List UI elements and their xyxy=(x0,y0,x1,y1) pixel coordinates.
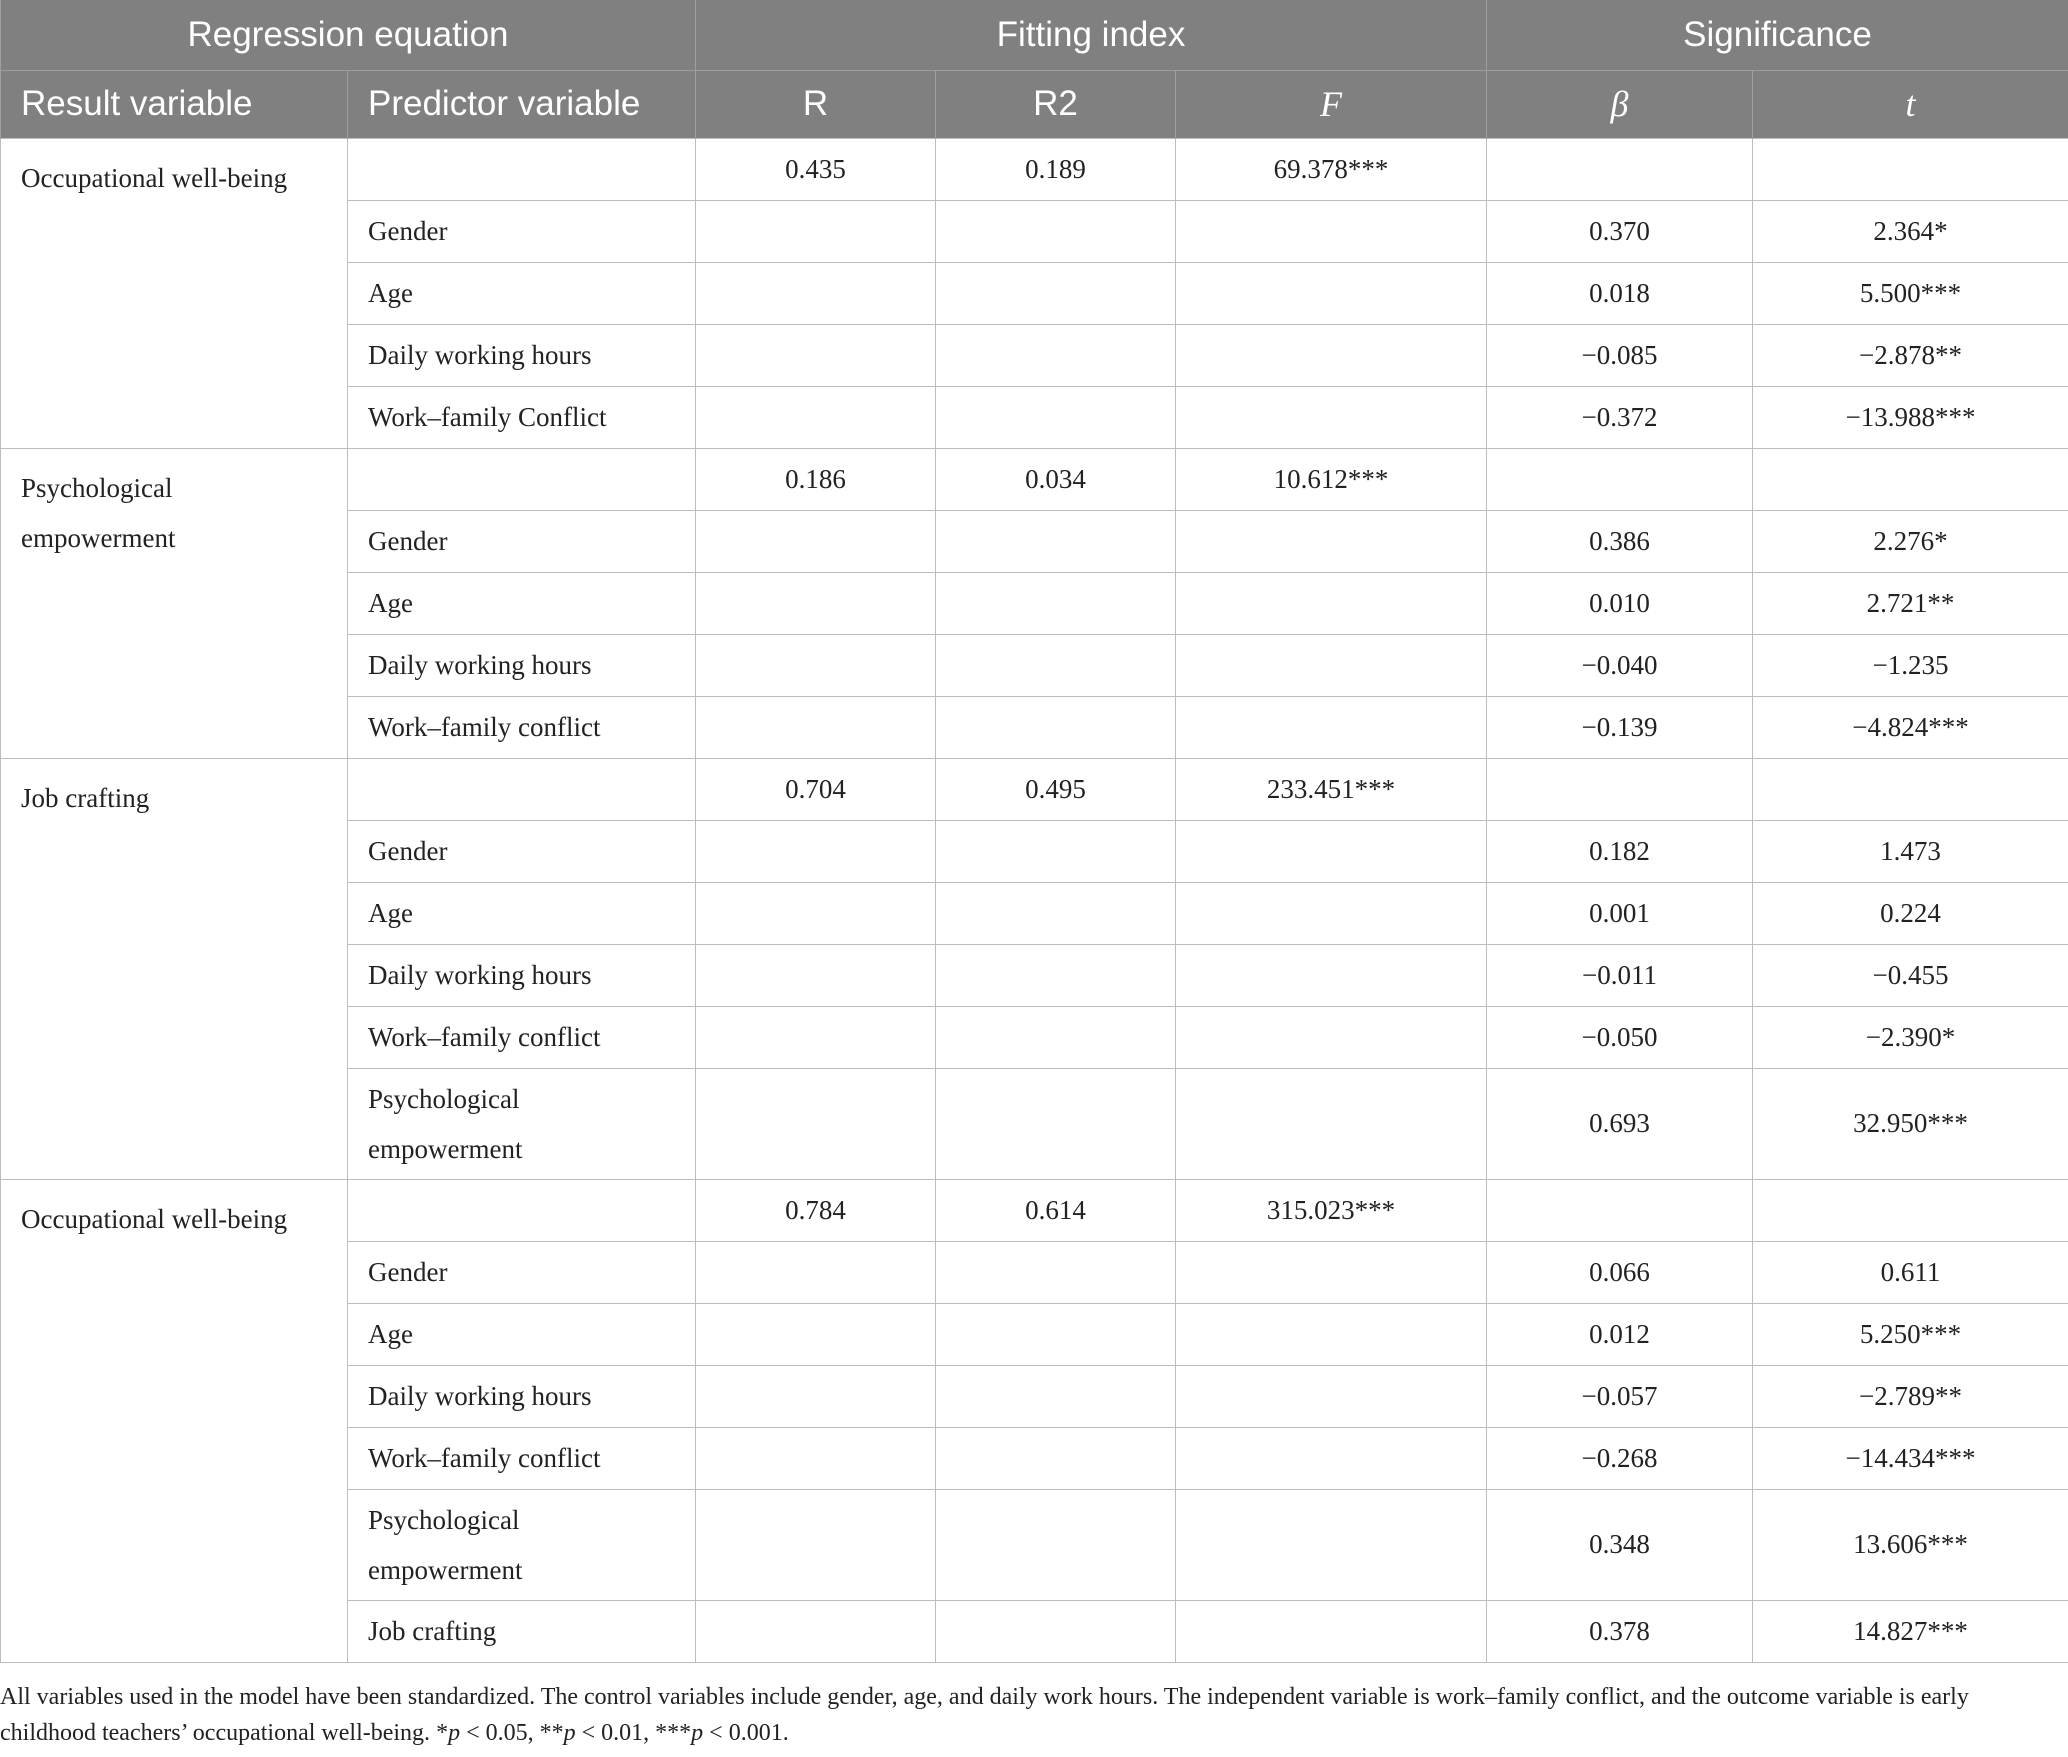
r2-cell xyxy=(936,634,1176,696)
header-r: R xyxy=(696,70,936,138)
p-symbol: p xyxy=(448,1719,461,1746)
predictor-cell: Gender xyxy=(348,510,696,572)
f-cell xyxy=(1176,572,1487,634)
predictor-cell: Work–family conflict xyxy=(348,1427,696,1489)
t-cell: 0.224 xyxy=(1753,882,2068,944)
predictor-cell xyxy=(348,1179,696,1241)
r-cell xyxy=(696,510,936,572)
t-cell: −14.434*** xyxy=(1753,1427,2068,1489)
r-cell xyxy=(696,1068,936,1179)
r-cell xyxy=(696,882,936,944)
f-cell xyxy=(1176,1365,1487,1427)
f-cell xyxy=(1176,1068,1487,1179)
t-cell: 32.950*** xyxy=(1753,1068,2068,1179)
predictor-cell: Age xyxy=(348,1303,696,1365)
r-cell: 0.435 xyxy=(696,138,936,200)
r-cell xyxy=(696,572,936,634)
header-t-label: t xyxy=(1905,84,1916,124)
predictor-cell: Daily working hours xyxy=(348,944,696,1006)
sig-threshold-2: < 0.01, xyxy=(575,1719,656,1746)
beta-cell: 0.010 xyxy=(1487,572,1753,634)
f-cell xyxy=(1176,200,1487,262)
header-group-row xyxy=(1,0,2068,70)
r2-cell xyxy=(936,820,1176,882)
r-cell xyxy=(696,1241,936,1303)
t-cell xyxy=(1753,758,2068,820)
t-cell: −2.789** xyxy=(1753,1365,2068,1427)
sig-star-2: ** xyxy=(539,1719,564,1746)
t-cell: 14.827*** xyxy=(1753,1600,2068,1662)
r2-cell: 0.189 xyxy=(936,138,1176,200)
result-variable-cell: Occupational well-being xyxy=(1,138,348,448)
r2-cell xyxy=(936,1427,1176,1489)
r-cell xyxy=(696,324,936,386)
beta-cell: 0.386 xyxy=(1487,510,1753,572)
beta-cell: −0.050 xyxy=(1487,1006,1753,1068)
t-cell xyxy=(1753,448,2068,510)
t-cell: −1.235 xyxy=(1753,634,2068,696)
r2-cell xyxy=(936,572,1176,634)
t-cell: 2.364* xyxy=(1753,200,2068,262)
beta-cell: 0.001 xyxy=(1487,882,1753,944)
r2-cell xyxy=(936,1303,1176,1365)
table-footnote xyxy=(0,1663,2068,1751)
r2-cell xyxy=(936,882,1176,944)
r-cell xyxy=(696,1600,936,1662)
result-variable-cell: Psychological empowerment xyxy=(1,448,348,758)
header-t xyxy=(1753,70,2068,138)
p-symbol: p xyxy=(691,1719,704,1746)
f-cell xyxy=(1176,634,1487,696)
t-cell: 5.250*** xyxy=(1753,1303,2068,1365)
predictor-cell: Gender xyxy=(348,820,696,882)
f-cell xyxy=(1176,1489,1487,1600)
f-cell xyxy=(1176,944,1487,1006)
predictor-cell: Age xyxy=(348,882,696,944)
r2-cell xyxy=(936,944,1176,1006)
f-cell xyxy=(1176,882,1487,944)
beta-cell xyxy=(1487,758,1753,820)
r2-cell xyxy=(936,1489,1176,1600)
predictor-cell: Daily working hours xyxy=(348,1365,696,1427)
r-cell xyxy=(696,1365,936,1427)
predictor-cell: Work–family Conflict xyxy=(348,386,696,448)
r2-cell: 0.614 xyxy=(936,1179,1176,1241)
beta-cell: −0.057 xyxy=(1487,1365,1753,1427)
f-cell xyxy=(1176,262,1487,324)
beta-cell: 0.018 xyxy=(1487,262,1753,324)
header-r2: R2 xyxy=(936,70,1176,138)
footnote-text: All variables used in the model have been standardized. The control variables include gender, age, and daily work hours. The independent variable is work–family conflict, and the outcome variable is early childhood teachers’ occupational well-being. xyxy=(0,1683,1969,1746)
r2-cell: 0.495 xyxy=(936,758,1176,820)
t-cell: −4.824*** xyxy=(1753,696,2068,758)
r-cell xyxy=(696,262,936,324)
sig-threshold-1: < 0.05, xyxy=(460,1719,540,1746)
predictor-cell: Age xyxy=(348,262,696,324)
r2-cell: 0.034 xyxy=(936,448,1176,510)
beta-cell: −0.011 xyxy=(1487,944,1753,1006)
t-cell xyxy=(1753,138,2068,200)
header-column-row xyxy=(1,70,2068,138)
beta-cell: 0.012 xyxy=(1487,1303,1753,1365)
f-cell xyxy=(1176,696,1487,758)
f-cell xyxy=(1176,820,1487,882)
beta-cell: −0.268 xyxy=(1487,1427,1753,1489)
r-cell xyxy=(696,1006,936,1068)
beta-cell xyxy=(1487,138,1753,200)
r2-cell xyxy=(936,324,1176,386)
header-fitting-index: Fitting index xyxy=(696,0,1487,70)
r2-cell xyxy=(936,262,1176,324)
t-cell: −2.390* xyxy=(1753,1006,2068,1068)
table-row xyxy=(1,138,2068,200)
predictor-cell: Gender xyxy=(348,200,696,262)
f-cell xyxy=(1176,1241,1487,1303)
r2-cell xyxy=(936,1600,1176,1662)
r-cell xyxy=(696,820,936,882)
sig-star-3: *** xyxy=(655,1719,692,1746)
t-cell xyxy=(1753,1179,2068,1241)
r-cell xyxy=(696,386,936,448)
t-cell: 2.276* xyxy=(1753,510,2068,572)
table-row xyxy=(1,448,2068,510)
r2-cell xyxy=(936,696,1176,758)
r-cell xyxy=(696,696,936,758)
predictor-cell: Psychological empowerment xyxy=(348,1489,696,1600)
t-cell: 5.500*** xyxy=(1753,262,2068,324)
beta-cell: 0.182 xyxy=(1487,820,1753,882)
r-cell xyxy=(696,634,936,696)
f-cell: 10.612*** xyxy=(1176,448,1487,510)
t-cell: 0.611 xyxy=(1753,1241,2068,1303)
table-row xyxy=(1,1179,2068,1241)
predictor-cell: Work–family conflict xyxy=(348,1006,696,1068)
sig-threshold-3: < 0.001. xyxy=(703,1719,789,1746)
beta-cell: 0.370 xyxy=(1487,200,1753,262)
r-cell xyxy=(696,200,936,262)
header-f-label: F xyxy=(1320,84,1342,124)
beta-cell: 0.378 xyxy=(1487,1600,1753,1662)
beta-cell: −0.040 xyxy=(1487,634,1753,696)
t-cell: 1.473 xyxy=(1753,820,2068,882)
header-result-variable: Result variable xyxy=(1,70,348,138)
r2-cell xyxy=(936,1068,1176,1179)
table-row xyxy=(1,758,2068,820)
beta-cell: 0.348 xyxy=(1487,1489,1753,1600)
r-cell xyxy=(696,1303,936,1365)
beta-cell: −0.372 xyxy=(1487,386,1753,448)
predictor-cell xyxy=(348,138,696,200)
f-cell xyxy=(1176,1600,1487,1662)
r-cell: 0.784 xyxy=(696,1179,936,1241)
predictor-cell: Daily working hours xyxy=(348,634,696,696)
header-significance: Significance xyxy=(1487,0,2068,70)
f-cell: 69.378*** xyxy=(1176,138,1487,200)
r2-cell xyxy=(936,200,1176,262)
p-symbol: p xyxy=(563,1719,576,1746)
predictor-cell: Daily working hours xyxy=(348,324,696,386)
predictor-cell: Gender xyxy=(348,1241,696,1303)
r2-cell xyxy=(936,1365,1176,1427)
result-variable-cell: Occupational well-being xyxy=(1,1179,348,1662)
beta-cell xyxy=(1487,448,1753,510)
r2-cell xyxy=(936,1241,1176,1303)
beta-cell: 0.066 xyxy=(1487,1241,1753,1303)
beta-cell: −0.139 xyxy=(1487,696,1753,758)
predictor-cell xyxy=(348,448,696,510)
r-cell xyxy=(696,944,936,1006)
r2-cell xyxy=(936,510,1176,572)
header-regression-equation: Regression equation xyxy=(1,0,696,70)
beta-cell: 0.693 xyxy=(1487,1068,1753,1179)
r-cell: 0.186 xyxy=(696,448,936,510)
r2-cell xyxy=(936,386,1176,448)
header-beta xyxy=(1487,70,1753,138)
t-cell: −2.878** xyxy=(1753,324,2068,386)
predictor-cell: Job crafting xyxy=(348,1600,696,1662)
beta-cell: −0.085 xyxy=(1487,324,1753,386)
predictor-cell: Work–family conflict xyxy=(348,696,696,758)
f-cell xyxy=(1176,1427,1487,1489)
predictor-cell xyxy=(348,758,696,820)
beta-cell xyxy=(1487,1179,1753,1241)
header-predictor-variable: Predictor variable xyxy=(348,70,696,138)
f-cell xyxy=(1176,1006,1487,1068)
f-cell: 315.023*** xyxy=(1176,1179,1487,1241)
result-variable-cell: Job crafting xyxy=(1,758,348,1179)
f-cell xyxy=(1176,510,1487,572)
t-cell: 13.606*** xyxy=(1753,1489,2068,1600)
f-cell xyxy=(1176,386,1487,448)
r2-cell xyxy=(936,1006,1176,1068)
f-cell xyxy=(1176,324,1487,386)
t-cell: 2.721** xyxy=(1753,572,2068,634)
t-cell: −0.455 xyxy=(1753,944,2068,1006)
sig-star-1: * xyxy=(436,1719,449,1746)
predictor-cell: Psychological empowerment xyxy=(348,1068,696,1179)
f-cell: 233.451*** xyxy=(1176,758,1487,820)
r-cell xyxy=(696,1427,936,1489)
r-cell: 0.704 xyxy=(696,758,936,820)
t-cell: −13.988*** xyxy=(1753,386,2068,448)
r-cell xyxy=(696,1489,936,1600)
predictor-cell: Age xyxy=(348,572,696,634)
f-cell xyxy=(1176,1303,1487,1365)
header-beta-label: β xyxy=(1610,84,1629,124)
header-f xyxy=(1176,70,1487,138)
